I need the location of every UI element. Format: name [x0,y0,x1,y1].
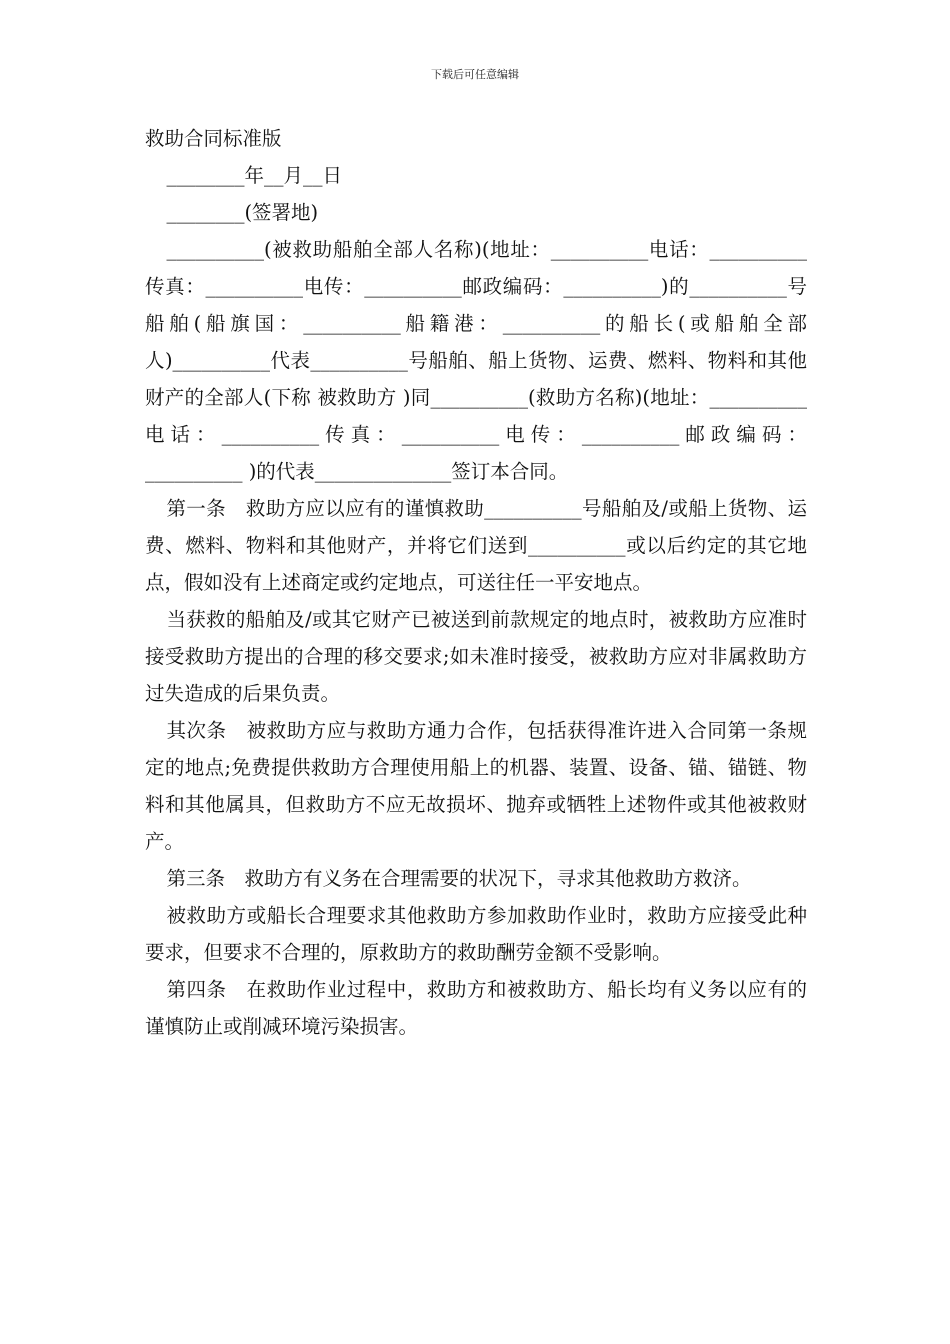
preamble-paragraph: __________(被救助船舶全部人名称)(地址：__________电话：__________传真：__________电传：__________邮政编码：__________)的__________号船舶(船旗国：__________船籍港：__________的船长(或船舶全部人)__________代表__________号船舶、船上货物、运费、燃料、物料和其他财产的全部人(下称 被救助方 )同__________(救助方名称)(地址：__________电话：__________传真：__________电传：__________邮政编码：__________ )的代表______________签订本合同。 [145,238,807,483]
article-3-clause-2-paragraph: 被救助方或船长合理要求其他救助方参加救助作业时，救助方应接受此种要求，但要求不合理的，原救助方的救助酬劳金额不受影响。 [145,904,807,964]
article-4-paragraph: 第四条 在救助作业过程中，救助方和被救助方、船长均有义务以应有的谨慎防止或削减环境污染损害。 [145,978,807,1038]
article-1-paragraph: 第一条 救助方应以应有的谨慎救助__________号船舶及/或船上货物、运费、燃料、物料和其他财产，并将它们送到__________或以后约定的其它地点，假如没有上述商定或约定地点，可送往任一平安地点。 [145,497,807,594]
signing-place-line: ________(签署地) [166,201,319,224]
document-body [145,120,807,1045]
article-1-clause-2-paragraph: 当获救的船舶及/或其它财产已被送到前款规定的地点时，被救助方应准时接受救助方提出的合理的移交要求;如未准时接受，被救助方应对非属救助方过失造成的后果负责。 [145,608,807,705]
article-3-paragraph: 第三条 救助方有义务在合理需要的状况下，寻求其他救助方救济。 [166,867,752,890]
article-2-paragraph: 其次条 被救助方应与救助方通力合作，包括获得准许进入合同第一条规定的地点;免费提供救助方合理使用船上的机器、装置、设备、锚、锚链、物料和其他属具，但救助方不应无故损坏、抛弃或牺牲上述物件或其他被救财产。 [145,719,807,853]
page-header: 下载后可任意编辑 [431,68,519,81]
date-line: ________年__月__日 [166,164,342,187]
document-title: 救助合同标准版 [145,127,282,150]
